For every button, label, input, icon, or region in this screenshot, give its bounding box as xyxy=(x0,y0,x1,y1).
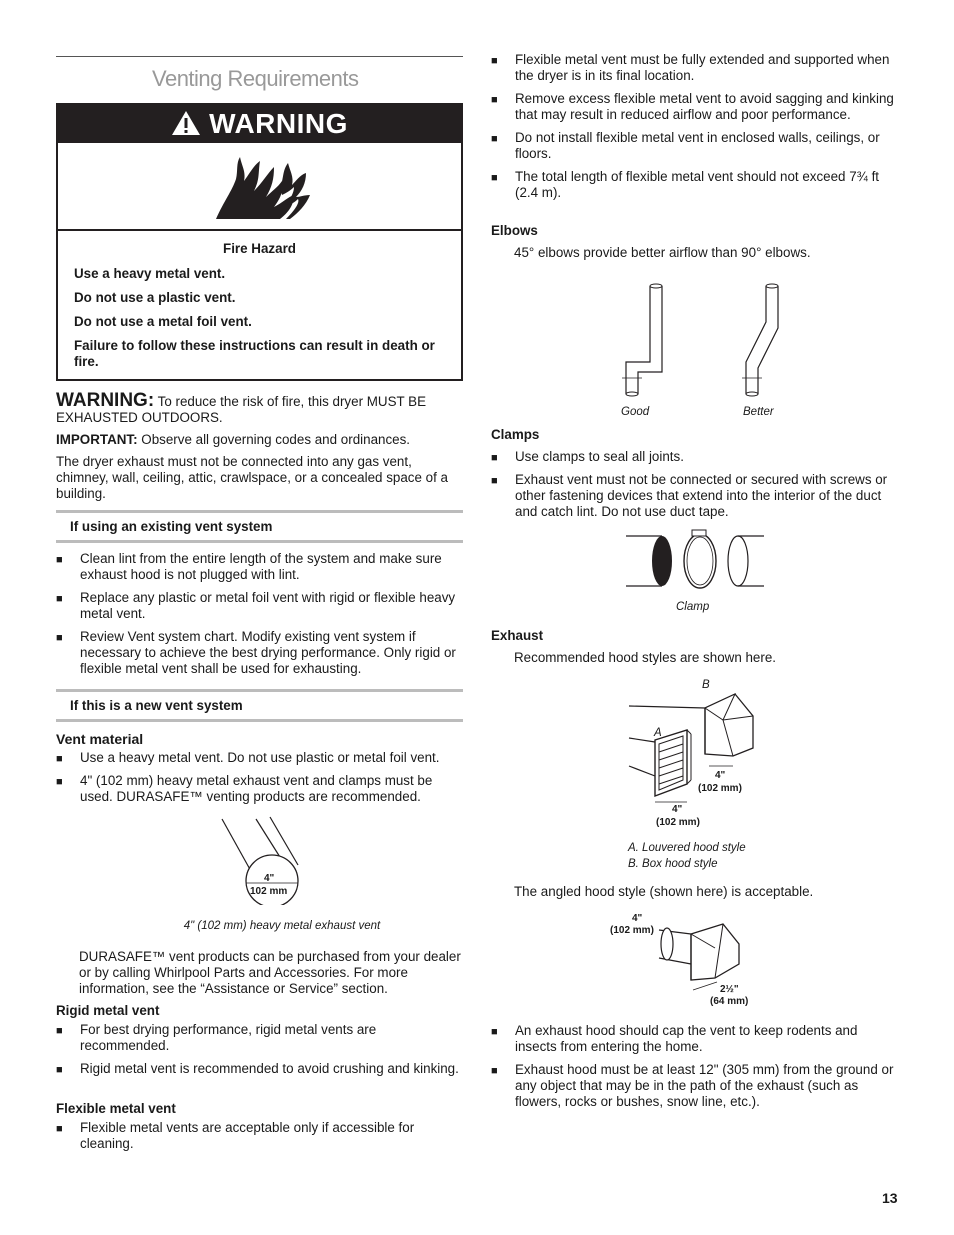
list-item: ■ An exhaust hood should cap the vent to keep rodents and insects from entering the home. xyxy=(491,1023,858,1054)
flex-heading: Flexible metal vent xyxy=(56,1101,176,1116)
hood-label-b: B xyxy=(702,679,710,691)
warning-triangle-icon xyxy=(171,110,201,136)
list-item: ■ Use clamps to seal all joints. xyxy=(491,449,684,464)
list-item: ■ For best drying performance, rigid metal vents are recommended. xyxy=(56,1022,377,1053)
flex-continued-list xyxy=(491,52,901,208)
exhaust-intro: The dryer exhaust must not be connected into any gas vent, chimney, wall, ceiling, attic, crawlspace, or a concealed space of a building. xyxy=(56,454,448,501)
elbow-good-label: Good xyxy=(621,406,650,418)
warning-line: Failure to follow these instructions can result in death or fire. xyxy=(74,338,435,369)
list-item: ■ Clean lint from the entire length of the system and make sure exhaust hood is not plugged with lint. xyxy=(56,551,442,582)
list-item: ■ Flexible metal vent must be fully extended and supported when the dryer is in its final location. xyxy=(491,52,890,83)
fire-icon xyxy=(214,151,314,221)
warning-box xyxy=(56,103,463,381)
elbows-heading: Elbows xyxy=(491,223,538,238)
section-title: Venting Requirements xyxy=(152,66,359,91)
vent-material-section xyxy=(56,731,463,812)
warning-header xyxy=(58,105,461,141)
hood-diagram xyxy=(625,690,765,810)
vent-diagram xyxy=(200,815,320,905)
elbows-section xyxy=(491,223,901,261)
warning-text xyxy=(58,231,461,370)
exhaust-list xyxy=(491,1023,901,1117)
warning-header-text: WARNING xyxy=(209,108,348,139)
durasafe-paragraph: DURASAFE™ vent products can be purchased from your dealer or by calling Whirlpool Parts and Accessories. For more information, see the “Assistance or Service” section. xyxy=(79,949,461,996)
list-item: ■ Remove excess flexible metal vent to avoid sagging and kinking that may result in reduced airflow and poor performance. xyxy=(491,91,894,122)
warning-note-label: WARNING: xyxy=(56,390,155,411)
angled-hood-text: The angled hood style (shown here) is acceptable. xyxy=(514,884,814,899)
angled-dim2-mm: (64 mm) xyxy=(710,996,749,1007)
elbow-better-label: Better xyxy=(743,406,774,418)
hood-label-a: A xyxy=(654,727,662,739)
hood-dim1-inch: 4" xyxy=(715,770,726,781)
list-item: ■ Exhaust vent must not be connected or secured with screws or other fastening devices that extend into the interior of the duct and catch lint. Do not use duct tape. xyxy=(491,472,888,519)
angled-dim1-inch: 4" xyxy=(632,913,643,924)
vent-material-heading: Vent material xyxy=(56,731,144,747)
warning-notes xyxy=(56,390,463,508)
list-item: ■ Review Vent system chart. Modify existing vent system if necessary to achieve the best drying performance. Only rigid or flexible metal vent shall be used for exhausting. xyxy=(56,629,456,676)
clamp-diagram xyxy=(622,528,767,592)
hood-legend xyxy=(628,840,746,872)
hood-legend-a: A. Louvered hood style xyxy=(628,842,746,854)
rigid-heading: Rigid metal vent xyxy=(56,1003,160,1018)
list-item: ■ Flexible metal vents are acceptable only if accessible for cleaning. xyxy=(56,1120,415,1151)
exhaust-text: Recommended hood styles are shown here. xyxy=(514,650,777,665)
important-label: IMPORTANT: xyxy=(56,432,138,447)
list-item: ■ Do not install flexible metal vent in enclosed walls, ceilings, or floors. xyxy=(491,130,880,161)
list-item: ■ Exhaust hood must be at least 12" (305 mm) from the ground or any object that may be in the path of the exhaust (such as flowers, rocks or bushes, snow line, etc.). xyxy=(491,1062,894,1109)
warning-note-text: To reduce the risk of fire, this dryer MUST BE EXHAUSTED OUTDOORS. xyxy=(56,394,427,425)
list-item: ■ The total length of flexible metal vent should not exceed 7¾ ft (2.4 m). xyxy=(491,169,880,200)
hood-dim1-mm: (102 mm) xyxy=(698,783,742,794)
warning-line: Do not use a plastic vent. xyxy=(74,290,236,305)
page-number: 13 xyxy=(882,1190,898,1206)
warning-note xyxy=(56,390,463,426)
top-rule xyxy=(56,56,463,57)
exhaust-section xyxy=(491,628,901,666)
important-text: Observe all governing codes and ordinances. xyxy=(137,432,411,447)
existing-list xyxy=(56,551,463,684)
flex-section xyxy=(56,1101,463,1159)
warning-line: Use a heavy metal vent. xyxy=(74,266,226,281)
hood-dim2-mm: (102 mm) xyxy=(656,817,700,828)
list-item: ■ Rigid metal vent is recommended to avoid crushing and kinking. xyxy=(56,1061,459,1076)
angled-dim2-inch: 2½" xyxy=(720,984,739,995)
vent-dim-inch: 4" xyxy=(264,873,275,884)
important-note xyxy=(56,432,463,448)
new-system-heading: If this is a new vent system xyxy=(56,689,463,722)
vent-caption: 4" (102 mm) heavy metal exhaust vent xyxy=(183,920,381,932)
hood-legend-b: B. Box hood style xyxy=(628,858,718,870)
vent-dim-mm: 102 mm xyxy=(250,886,288,897)
list-item: ■ Replace any plastic or metal foil vent with rigid or flexible heavy metal vent. xyxy=(56,590,456,621)
list-item: ■ 4" (102 mm) heavy metal exhaust vent and clamps must be used. DURASAFE™ venting products are recommended. xyxy=(56,773,433,804)
clamps-heading: Clamps xyxy=(491,427,540,442)
exhaust-heading: Exhaust xyxy=(491,628,544,643)
elbows-text: 45° elbows provide better airflow than 90° elbows. xyxy=(514,245,811,260)
hood-dim2-inch: 4" xyxy=(672,804,683,815)
elbow-diagrams xyxy=(600,282,790,402)
angled-dim1-mm: (102 mm) xyxy=(610,925,654,936)
existing-heading: If using an existing vent system xyxy=(56,510,463,543)
list-item: ■ Use a heavy metal vent. Do not use plastic or metal foil vent. xyxy=(56,750,440,765)
fire-icon-area xyxy=(58,141,461,231)
angled-hood-diagram xyxy=(655,918,755,998)
rigid-section xyxy=(56,1003,463,1084)
clamp-caption: Clamp xyxy=(676,601,710,613)
hazard-title: Fire Hazard xyxy=(223,241,296,256)
warning-line: Do not use a metal foil vent. xyxy=(74,314,252,329)
clamps-section xyxy=(491,427,901,527)
